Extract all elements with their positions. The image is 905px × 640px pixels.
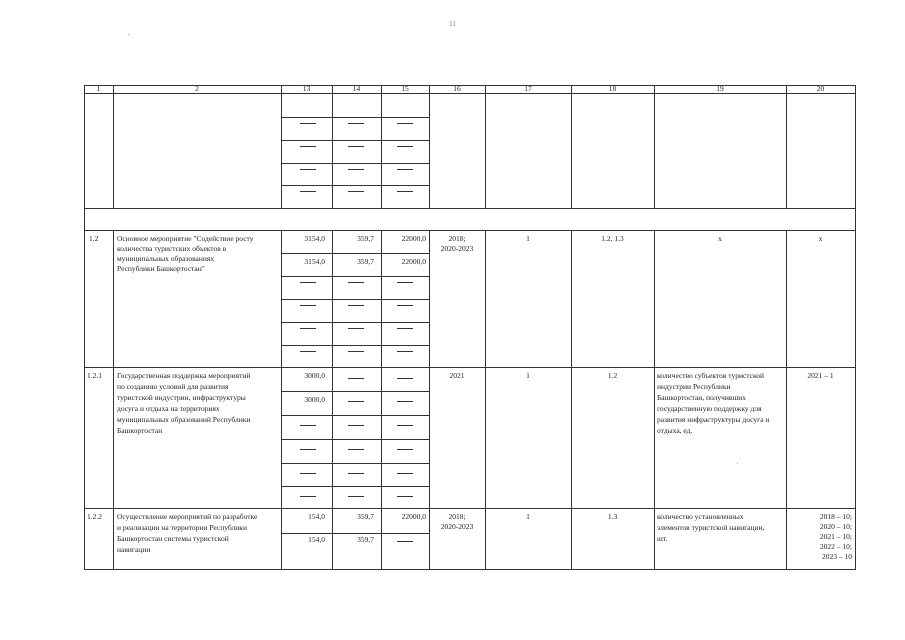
empty-cell-dash: [397, 541, 413, 542]
empty-cell-dash: [300, 191, 316, 192]
empty-cell-dash: [300, 146, 316, 147]
empty-cell-dash: [397, 328, 413, 329]
empty-cell-dash: [397, 169, 413, 170]
years: 2018;: [448, 234, 466, 243]
value-col15: 22000,0: [401, 257, 426, 266]
empty-cell-dash: [348, 378, 364, 379]
header-col-17: 17: [524, 84, 532, 93]
empty-cell-dash: [348, 449, 364, 450]
row-name-line: Республики Башкортостан": [117, 264, 205, 273]
col19-line: развития инфраструктуры досуга и: [657, 415, 770, 424]
col18-value: 1.2: [607, 371, 618, 380]
value-col14: 359,7: [357, 535, 374, 544]
empty-cell-dash: [348, 169, 364, 170]
empty-cell-dash: [348, 191, 364, 192]
empty-cell-dash: [300, 473, 316, 474]
empty-cell-dash: [300, 328, 316, 329]
col19-line: Башкортостан, получивших: [657, 393, 747, 402]
empty-cell-dash: [397, 191, 413, 192]
years: 2020-2023: [440, 244, 474, 253]
empty-cell-dash: [397, 449, 413, 450]
col18-value: 1.3: [607, 512, 618, 521]
empty-cell-dash: [348, 282, 364, 283]
empty-cell-dash: [397, 496, 413, 497]
page-number: 11: [449, 20, 456, 28]
value-col15: 22000,0: [401, 512, 426, 521]
value-col14: 359,7: [357, 512, 374, 521]
empty-cell-dash: [397, 146, 413, 147]
header-col-1: 1: [96, 84, 101, 93]
col17-value: 1: [526, 512, 530, 521]
row-name-line: Государственная поддержка мероприятий: [117, 371, 251, 380]
col20-line: 2020 – 10;: [819, 522, 852, 531]
col19-line: количество установленных: [657, 512, 744, 521]
empty-cell-dash: [397, 378, 413, 379]
empty-cell-dash: [397, 473, 413, 474]
years: 2018;: [448, 512, 466, 521]
row-name-line: муниципальных образований Республики: [117, 415, 251, 424]
empty-cell-dash: [300, 449, 316, 450]
header-col-20: 20: [816, 84, 825, 93]
col19-line: государственную поддержку для: [657, 404, 762, 413]
header-col-2: 2: [195, 84, 199, 93]
header-col-13: 13: [302, 84, 311, 93]
col19-line: количество субъектов туристской: [657, 371, 765, 380]
row-number: 1.2: [89, 234, 99, 243]
value-col13: 3154,0: [304, 234, 325, 243]
col20-value: x: [818, 234, 823, 243]
empty-cell-dash: [300, 305, 316, 306]
row-name-line: количества туристских объектов в: [117, 244, 227, 253]
row-name-line: Основное мероприятие "Содействие росту: [117, 234, 254, 243]
col20-line: 2023 – 10: [822, 552, 852, 561]
years: 2020-2023: [440, 522, 474, 531]
header-col-18: 18: [608, 84, 617, 93]
empty-cell-dash: [300, 351, 316, 352]
empty-cell-dash: [348, 123, 364, 124]
header-col-15: 15: [401, 84, 409, 93]
row-name-line: муниципальных образованиях: [117, 254, 215, 263]
value-col14: 359,7: [357, 234, 374, 243]
row-name-line: Башкортостан: [117, 426, 163, 435]
col17-value: 1: [526, 234, 530, 243]
value-col13: 3000,0: [304, 395, 325, 404]
empty-cell-dash: [348, 328, 364, 329]
empty-cell-dash: [397, 123, 413, 124]
row-number: 1.2.1: [87, 371, 102, 380]
empty-cell-dash: [300, 425, 316, 426]
empty-cell-dash: [300, 169, 316, 170]
empty-cell-dash: [348, 146, 364, 147]
value-col14: 359,7: [357, 257, 374, 266]
value-col13: 3000,0: [304, 371, 325, 380]
header-col-16: 16: [453, 84, 461, 93]
col19-line: шт.: [657, 534, 668, 543]
value-col13: 154,0: [308, 512, 325, 521]
header-col-19: 19: [716, 84, 724, 93]
value-col15: 22000,0: [401, 234, 426, 243]
years: 2021: [449, 371, 465, 380]
empty-cell-dash: [348, 305, 364, 306]
col20-line: 2022 – 10;: [819, 542, 852, 551]
empty-cell-dash: [348, 473, 364, 474]
scan-speck: [128, 34, 129, 35]
row-name-line: туристской индустрии, инфраструктуры: [117, 393, 246, 402]
row-name-line: навигации: [117, 545, 151, 554]
empty-cell-dash: [348, 496, 364, 497]
empty-cell-dash: [397, 305, 413, 306]
row-name-line: Осуществление мероприятий по разработке: [117, 512, 258, 521]
col19-value: x: [718, 234, 722, 243]
row-number: 1.2.2: [87, 512, 102, 521]
row-name-line: досуга и отдыха на территориях: [117, 404, 220, 413]
empty-cell-dash: [300, 496, 316, 497]
empty-cell-dash: [300, 282, 316, 283]
col20-value: 2021 – 1: [807, 371, 834, 380]
empty-cell-dash: [397, 282, 413, 283]
empty-cell-dash: [397, 351, 413, 352]
value-col13: 3154,0: [304, 257, 325, 266]
row-name-line: Башкортостан системы туристской: [117, 534, 229, 543]
col18-value: 1.2, 1.3: [601, 234, 624, 243]
empty-cell-dash: [348, 425, 364, 426]
header-col-14: 14: [352, 84, 361, 93]
empty-cell-dash: [397, 401, 413, 402]
col20-line: 2018 – 10;: [819, 512, 852, 521]
col19-line: индустрии Республики: [657, 382, 731, 391]
empty-cell-dash: [348, 351, 364, 352]
program-table: [84, 85, 856, 570]
col17-value: 1: [526, 371, 530, 380]
row-name-line: по созданию условий для развития: [117, 382, 229, 391]
col19-line: элементов туристской навигации,: [657, 523, 765, 532]
value-col13: 154,0: [308, 535, 325, 544]
col20-line: 2021 – 10;: [819, 532, 852, 541]
col19-line: отдыха, ед.: [657, 426, 693, 435]
empty-cell-dash: [300, 123, 316, 124]
empty-cell-dash: [348, 401, 364, 402]
row-name-line: и реализации на территории Республики: [117, 523, 247, 532]
empty-cell-dash: [397, 425, 413, 426]
